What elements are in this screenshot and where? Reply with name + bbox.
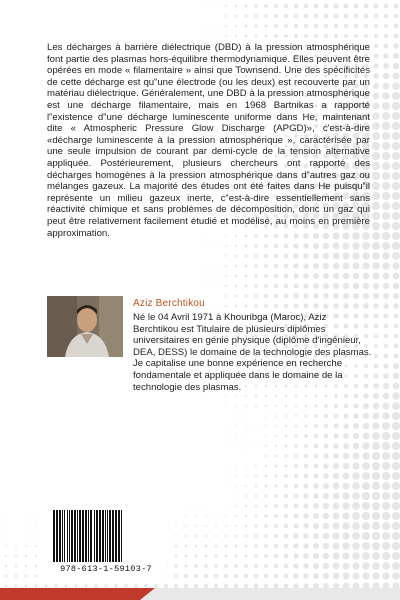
isbn-barcode	[45, 506, 167, 578]
bottom-accent-stripe	[0, 588, 155, 600]
author-name: Aziz Berchtikou	[133, 298, 205, 309]
abstract-text: Les décharges à barrière diélectrique (DBD) à la pression atmosphérique font partie des plasmas hors-équilibre thermodynamique. Elles peuvent être opérées en mode « filamentaire » ainsi que Townsend. Une des spécificités de cette décharge est qu‟une électrode (ou les deux) est recouverte par un matériau diélectrique. Généralement, une DBD à la pression atmosphérique est une décharge filamentaire, mais en 1968 Bartnikas a rapporté l‟existence d‟une décharge luminescente uniforme dans He, maintenant dite « Atmospheric Pressure Glow Discharge (APGD)», c'est-à-dire «décharge luminescente à la pression atmosphérique », caractérisée par une seule impulsion de courant par demi-cycle de la tension alternative appliquée. Postérieurement, plusieurs chercheurs ont rapporté des décharges homogènes à la pression atmosphérique dans d‟autres gaz ou mélanges gazeux. La majorité des études ont été faites dans He puisqu‟il représente un milieu gazeux inerte, c‟est-à-dire essentiellement sans réactivité chimique et sans problèmes de décomposition, donc un gaz qui peut être relativement facilement étudié et modélisé, au moins en première approximation.	[47, 42, 370, 239]
isbn-number: 978-613-1-59103-7	[60, 564, 152, 574]
author-photo	[47, 296, 123, 357]
barcode-bars	[51, 510, 161, 564]
author-bio: Né le 04 Avril 1971 à Khouribga (Maroc), Aziz Berchtikou est Titulaire de plusieurs diplômes universitaires en génie physique (diplôme d'ingénieur, DEA, DESS) le domaine de la technologie des plasmas. Je capitalise une bonne expérience en recherche fondamentale et appliquée dans le domaine de la technologie des plasmas.	[133, 312, 372, 393]
